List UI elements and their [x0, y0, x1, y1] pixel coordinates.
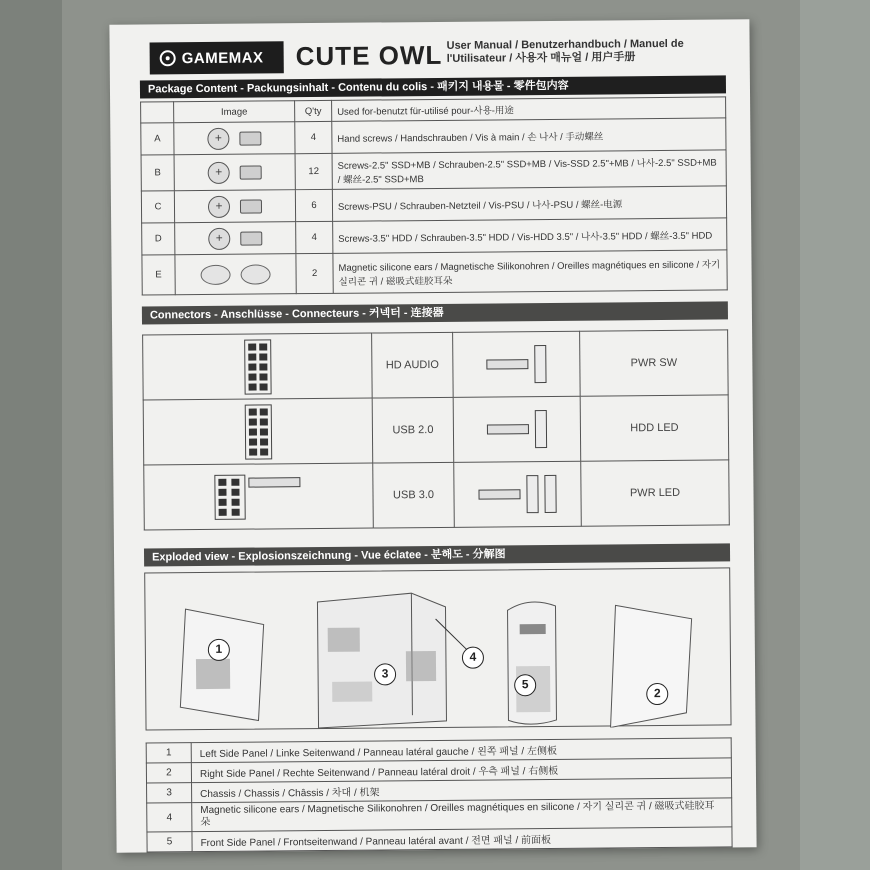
package-row	[141, 150, 726, 191]
package-image	[174, 122, 295, 155]
connector-label: USB 3.0	[373, 462, 455, 528]
hdd-screw-top-icon	[208, 227, 230, 249]
hand-screw-top-icon	[207, 127, 229, 149]
part-number: 1	[146, 743, 191, 763]
part-number: 3	[147, 783, 192, 803]
part-name: Right Side Panel / Rechte Seitenwand / Panneau latéral droit / 우측 패널 / 右侧板	[191, 758, 731, 783]
connector-right-label: HDD LED	[580, 395, 729, 461]
hand-screw-side-icon	[239, 131, 261, 145]
connector-plug	[453, 396, 581, 462]
callout-2: 2	[646, 683, 668, 705]
exploded-view-title: Exploded view - Explosionszeichnung - Vue éclatee - 분해도 - 分解图	[144, 543, 730, 566]
package-letter: A	[141, 123, 174, 155]
chassis-drawing	[317, 593, 446, 728]
connector-plug	[454, 461, 582, 527]
package-desc: Screws-2.5" SSD+MB / Schrauben-2.5" SSD+MB / Vis-SSD 2.5"+MB / 나사-2.5" SSD+MB / 螺丝-2.5" SSD+MB	[332, 150, 726, 189]
cable-icon	[486, 359, 528, 369]
package-qty: 4	[295, 121, 332, 153]
right-side-panel-drawing	[609, 605, 692, 728]
part-name: Front Side Panel / Frontseitenwand / Panneau latéral avant / 전면 패널 / 前面板	[192, 827, 732, 852]
connector-right-label: PWR LED	[581, 460, 730, 526]
exploded-view	[144, 567, 731, 730]
connector-label: HD AUDIO	[372, 332, 454, 398]
brand-logo	[150, 41, 284, 74]
package-row	[141, 186, 726, 223]
part-number: 4	[147, 803, 192, 832]
manual-title: User Manual / Benutzerhandbuch / Manuel de l'Utilisateur / 사용자 매뉴얼 / 用户手册	[446, 37, 684, 65]
package-desc: Screws-PSU / Schrauben-Netzteil / Vis-PSU / 나사-PSU / 螺丝-电源	[332, 186, 726, 221]
hdd-screw-side-icon	[240, 231, 262, 245]
cable-icon	[487, 424, 529, 434]
cable-icon	[248, 477, 300, 487]
package-row	[141, 118, 726, 155]
connector-right-label: PWR SW	[580, 330, 729, 396]
callout-1: 1	[208, 639, 230, 661]
model-name: CUTE OWL	[295, 39, 443, 72]
package-header-qty: Q'ty	[295, 100, 332, 121]
package-content-title: Package Content - Packungsinhalt - Contenu du colis - 패키지 내용물 - 零件包内容	[140, 75, 726, 98]
package-header-usage: Used for-benutzt für-utilisé pour-사용-用途	[332, 97, 726, 121]
callout-3: 3	[374, 663, 396, 685]
usb3-pin-header-icon	[214, 474, 245, 519]
manual-sheet	[109, 19, 756, 853]
package-row	[142, 218, 727, 255]
front-side-panel-drawing	[507, 602, 556, 725]
exploded-view-drawing	[145, 568, 732, 731]
parts-row	[147, 827, 732, 852]
silicone-ear-icon	[240, 264, 270, 284]
connector-plug	[453, 331, 581, 397]
callout-5: 5	[514, 674, 536, 696]
psu-screw-top-icon	[208, 195, 230, 217]
package-row	[142, 250, 727, 295]
package-qty: 2	[296, 253, 333, 293]
package-qty: 12	[295, 153, 332, 189]
ssd-screw-top-icon	[208, 161, 230, 183]
brand-logo-icon	[160, 50, 176, 66]
package-desc: Magnetic silicone ears / Magnetische Silikonohren / Oreilles magnétiques en silicone / 자기 실리콘 귀 / 磁吸式硅胶耳朵	[333, 250, 727, 293]
callout-4: 4	[462, 647, 484, 669]
usb2-pin-header-icon	[244, 404, 271, 459]
hd-audio-pin-header-icon	[244, 339, 271, 394]
part-number: 2	[146, 763, 191, 783]
connector-pinout	[143, 333, 373, 400]
parts-legend-table	[146, 737, 733, 852]
package-letter: B	[141, 155, 174, 191]
part-name: Chassis / Chassis / Châssis / 차대 / 机架	[192, 778, 732, 803]
silicone-ear-icon	[200, 264, 230, 284]
package-image	[175, 222, 296, 255]
package-table	[140, 96, 728, 295]
connectors-title: Connectors - Anschlüsse - Connecteurs - 커넥터 - 连接器	[142, 301, 728, 324]
package-image	[174, 190, 295, 223]
connectors-table	[142, 329, 730, 530]
connector-row	[143, 330, 729, 400]
package-letter: D	[142, 223, 175, 255]
package-letter: E	[142, 255, 175, 295]
plug-icon	[526, 475, 538, 513]
package-image	[175, 254, 296, 295]
connector-row	[144, 460, 730, 530]
connector-label: USB 2.0	[372, 397, 454, 463]
part-name: Magnetic silicone ears / Magnetische Silikonohren / Oreilles magnétiques en silicone / 자기 실리콘 귀 / 磁吸式硅胶耳朵	[192, 798, 732, 832]
background-right	[800, 0, 870, 870]
brand-name: GAMEMAX	[181, 48, 264, 67]
package-image	[174, 154, 295, 191]
package-desc: Screws-3.5" HDD / Schrauben-3.5" HDD / Vis-HDD 3.5" / 나사-3.5" HDD / 螺丝-3.5" HDD	[333, 218, 727, 253]
part-name: Left Side Panel / Linke Seitenwand / Panneau latéral gauche / 왼쪽 패널 / 左侧板	[191, 738, 731, 763]
plug-icon	[534, 345, 546, 383]
package-qty: 4	[296, 221, 333, 253]
plug-icon	[544, 475, 556, 513]
package-letter: C	[141, 191, 174, 223]
plug-icon	[535, 410, 547, 448]
package-desc: Hand screws / Handschrauben / Vis à main / 손 나사 / 手动螺丝	[332, 118, 726, 153]
psu-screw-side-icon	[240, 199, 262, 213]
part-number: 5	[147, 832, 192, 852]
ssd-screw-side-icon	[240, 165, 262, 179]
connector-pinout	[144, 463, 374, 530]
background-left	[0, 0, 62, 870]
package-header-image: Image	[174, 101, 295, 123]
package-header-letter	[141, 102, 174, 123]
package-qty: 6	[295, 189, 332, 221]
left-side-panel-drawing	[180, 608, 265, 721]
connector-row	[143, 395, 729, 465]
connector-pinout	[143, 398, 373, 465]
cable-icon	[478, 489, 520, 499]
